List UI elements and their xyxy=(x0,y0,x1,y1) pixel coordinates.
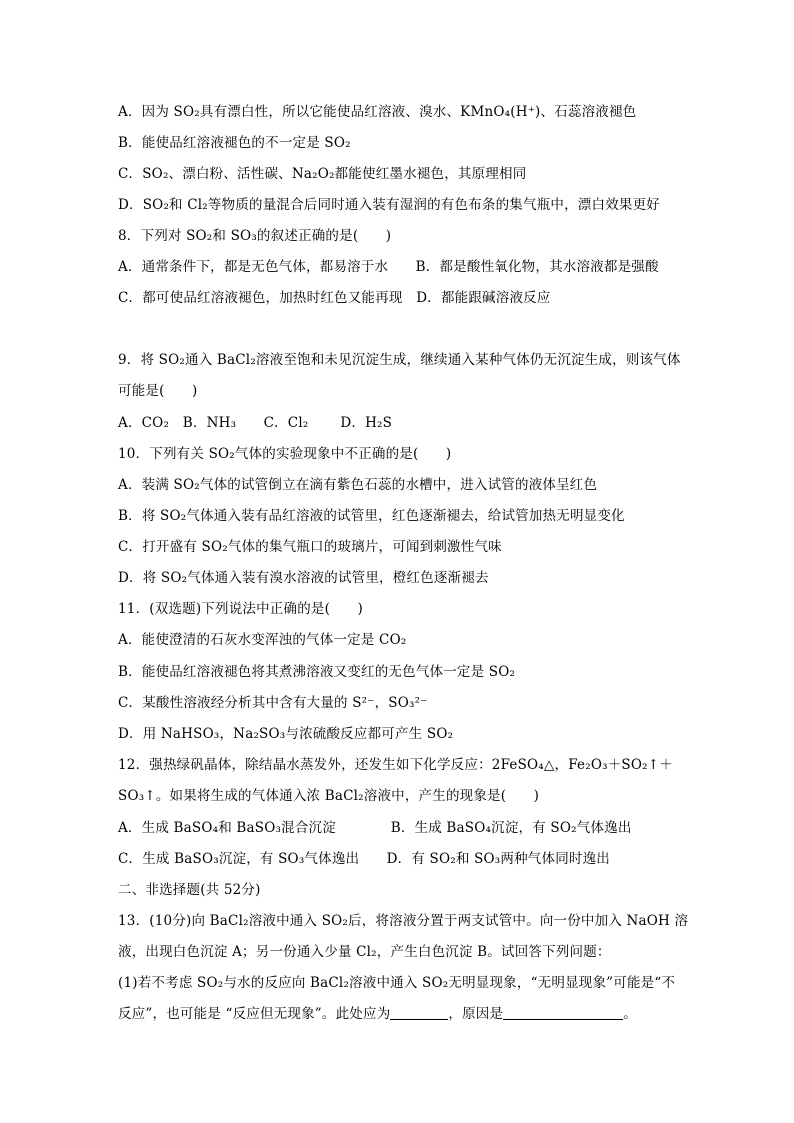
q12-options-ab: A．生成 BaSO₄和 BaSO₃混合沉淀 B．生成 BaSO₄沉淀，有 SO₂气体逸出 xyxy=(118,820,632,836)
q13-stem-cont: 液，出现白色沉淀 A；另一份通入少量 Cl₂，产生白色沉淀 B。试回答下列问题： xyxy=(118,944,611,960)
q8-options-ab: A．通常条件下，都是无色气体，都易溶于水 B．都是酸性氧化物，其水溶液都是强酸 xyxy=(118,259,659,275)
q10-option-b: B．将 SO₂气体通入装有品红溶液的试管里，红色逐渐褪去，给试管加热无明显变化 xyxy=(118,508,625,524)
q10-option-a: A．装满 SO₂气体的试管倒立在滴有紫色石蕊的水槽中，进入试管的液体呈红色 xyxy=(118,477,598,493)
q12-options-cd: C．生成 BaSO₃沉淀，有 SO₃气体逸出 D．有 SO₂和 SO₃两种气体同时逸出 xyxy=(118,851,610,867)
answer-blank-2[interactable] xyxy=(503,1005,623,1020)
q11-option-c: C．某酸性溶液经分析其中含有大量的 S²⁻，SO₃²⁻ xyxy=(118,695,428,711)
q10-stem: 10．下列有关 SO₂气体的实验现象中不正确的是( ) xyxy=(118,446,452,462)
q13-part1: (1)若不考虑 SO₂与水的反应向 BaCl₂溶液中通入 SO₂无明显现象，“无明显现象”可能是“不 xyxy=(118,975,676,991)
q9-stem-cont: 可能是( ) xyxy=(118,383,198,399)
q12-stem: 12．强热绿矾晶体，除结晶水蒸发外，还发生如下化学反应：2FeSO₄△，Fe₂O₃＋SO₂↑＋ xyxy=(118,757,673,773)
q13-part1-cont xyxy=(118,1004,637,1024)
q7-option-d: D．SO₂和 Cl₂等物质的量混合后同时通入装有湿润的有色布条的集气瓶中，漂白效果更好 xyxy=(118,197,661,213)
q12-stem-cont: SO₃↑。如果将生成的气体通入浓 BaCl₂溶液中，产生的现象是( ) xyxy=(118,788,540,804)
q8-options-cd: C．都可使品红溶液褪色，加热时红色又能再现 D．都能跟碱溶液反应 xyxy=(118,290,551,306)
q8-stem: 8．下列对 SO₂和 SO₃的叙述正确的是( ) xyxy=(118,228,392,244)
q7-option-b: B．能使品红溶液褪色的不一定是 SO₂ xyxy=(118,135,351,151)
q10-option-d: D．将 SO₂气体通入装有溴水溶液的试管里，橙红色逐渐褪去 xyxy=(118,570,489,586)
q9-options: A．CO₂ B．NH₃ C．Cl₂ D．H₂S xyxy=(118,415,393,431)
answer-blank-1[interactable] xyxy=(390,1005,448,1020)
q11-option-d: D．用 NaHSO₃，Na₂SO₃与浓硫酸反应都可产生 SO₂ xyxy=(118,726,454,742)
q13-part1-text: 反应”，也可能是 “反应但无现象”。此处应为 xyxy=(118,1006,391,1022)
q11-stem: 11．(双选题)下列说法中正确的是( ) xyxy=(118,601,363,617)
q11-option-b: B．能使品红溶液褪色将其煮沸溶液又变红的无色气体一定是 SO₂ xyxy=(118,664,516,680)
section-heading: 二、非选择题(共 52分) xyxy=(118,882,261,898)
q9-stem: 9．将 SO₂通入 BaCl₂溶液至饱和未见沉淀生成，继续通入某种气体仍无沉淀生成，则该气体 xyxy=(118,352,681,368)
q13-end-punct: 。 xyxy=(623,1006,637,1022)
q13-stem: 13．(10分)向 BaCl₂溶液中通入 SO₂后，将溶液分置于两支试管中。向一份中加入 NaOH 溶 xyxy=(118,913,689,929)
q7-option-c: C．SO₂、漂白粉、活性碳、Na₂O₂都能使红墨水褪色，其原理相同 xyxy=(118,166,527,182)
q11-option-a: A．能使澄清的石灰水变浑浊的气体一定是 CO₂ xyxy=(118,632,407,648)
q10-option-c: C．打开盛有 SO₂气体的集气瓶口的玻璃片，可闻到刺激性气味 xyxy=(118,539,502,555)
q7-option-a: A．因为 SO₂具有漂白性，所以它能使品红溶液、溴水、KMnO₄(H⁺)、石蕊溶液褪色 xyxy=(118,104,637,120)
q13-reason-label: ，原因是 xyxy=(448,1006,504,1022)
